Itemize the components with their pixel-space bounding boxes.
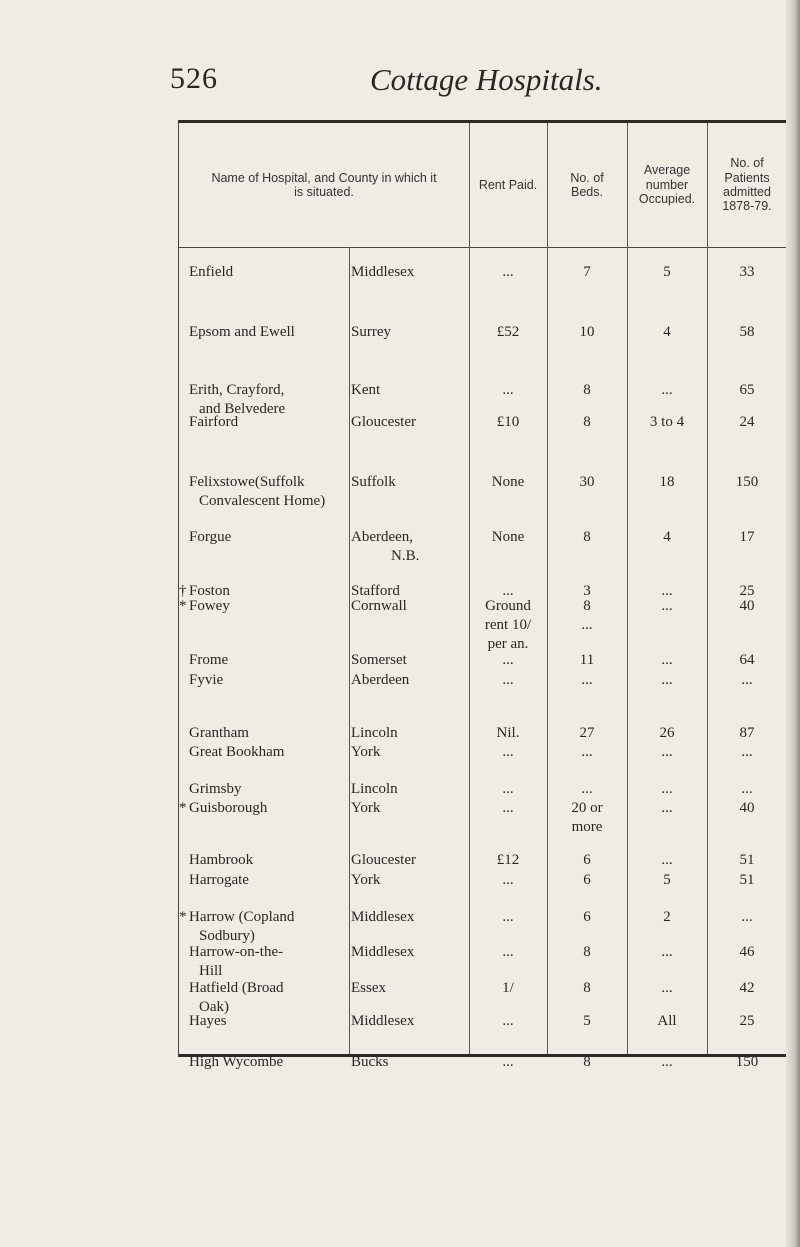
hospital-name: Felixstowe(Suffolk Convalescent Home)	[189, 473, 349, 511]
patients-admitted: ...	[741, 672, 753, 688]
beds-count: ...	[581, 744, 593, 760]
average-occupied: ...	[661, 672, 673, 688]
patients-admitted: 87	[739, 725, 755, 741]
beds-count: 7	[583, 264, 591, 280]
hospital-name: † Foston	[179, 583, 230, 599]
rent-paid: ...	[502, 909, 514, 925]
page-edge	[786, 0, 800, 1247]
county: York	[351, 744, 381, 760]
average-occupied: 4	[663, 324, 671, 340]
county: Aberdeen	[351, 672, 410, 688]
patients-admitted: 65	[739, 382, 755, 398]
header-rule	[179, 247, 790, 248]
beds-count: 8	[583, 944, 591, 960]
average-occupied: ...	[661, 382, 673, 398]
header-name: Name of Hospital, and County in which it is situated.	[211, 170, 437, 199]
average-occupied: ...	[661, 852, 673, 868]
patients-admitted: 40	[739, 598, 755, 614]
average-occupied: 18	[659, 474, 675, 490]
beds-count: 8 ...	[547, 597, 627, 635]
beds-count: ...	[581, 672, 593, 688]
county: Middlesex	[351, 944, 415, 960]
average-occupied: 26	[659, 725, 675, 741]
county: Middlesex	[351, 264, 415, 280]
patients-admitted: 51	[739, 872, 755, 888]
average-occupied: 5	[663, 264, 671, 280]
hospital-name: Fairford	[189, 414, 239, 430]
patients-admitted: 58	[739, 324, 755, 340]
hospital-name: * Guisborough	[179, 800, 268, 816]
county: Somerset	[351, 652, 407, 668]
hospital-name-continuation: Hill	[199, 963, 223, 979]
beds-count: 10	[579, 324, 595, 340]
county: Surrey	[351, 324, 391, 340]
rent-paid: None	[491, 529, 525, 545]
county: York	[351, 800, 381, 816]
patients-admitted: 64	[739, 652, 755, 668]
patients-admitted: 25	[739, 583, 755, 599]
hospital-name: Frome	[189, 652, 229, 668]
average-occupied: ...	[661, 944, 673, 960]
county: Bucks	[351, 1054, 389, 1070]
rent-paid: ...	[502, 264, 514, 280]
beds-continuation: ...	[581, 617, 593, 633]
rent-paid: ...	[502, 652, 514, 668]
average-occupied: ...	[661, 652, 673, 668]
average-occupied: All	[657, 1013, 677, 1029]
hospital-name: * Fowey	[179, 598, 230, 614]
hospital-name: Grantham	[189, 725, 249, 741]
county: Kent	[351, 382, 381, 398]
average-occupied: ...	[661, 744, 673, 760]
average-occupied: ...	[661, 980, 673, 996]
hospital-name-continuation: Sodbury)	[199, 928, 255, 944]
county-continuation: N.B.	[391, 548, 420, 564]
footnote-marker: *	[179, 909, 187, 925]
beds-count: 5	[583, 1013, 591, 1029]
average-occupied: ...	[661, 598, 673, 614]
average-occupied: ...	[661, 781, 673, 797]
running-title: Cottage Hospitals.	[370, 62, 603, 97]
rent-paid: ...	[502, 781, 514, 797]
hospital-name: Hambrook	[189, 852, 254, 868]
average-occupied: 3 to 4	[649, 414, 685, 430]
hospital-name: Erith, Crayford, and Belvedere	[189, 381, 349, 419]
beds-count: 27	[579, 725, 595, 741]
rent-paid-continuation: per an.	[487, 636, 529, 652]
patients-admitted: 150	[735, 474, 759, 490]
beds-count: 8	[583, 1054, 591, 1070]
county: Stafford	[351, 583, 400, 599]
average-occupied: ...	[661, 1054, 673, 1070]
beds-count: 8	[583, 980, 591, 996]
rent-paid: £52	[496, 324, 520, 340]
beds-count: 8	[583, 529, 591, 545]
patients-admitted: 51	[739, 852, 755, 868]
average-occupied: 2	[663, 909, 671, 925]
rent-paid: 1/	[502, 980, 514, 996]
rent-paid: £12	[496, 852, 520, 868]
header-average: Average number Occupied.	[638, 163, 696, 207]
patients-admitted: ...	[741, 781, 753, 797]
county: Suffolk	[351, 474, 396, 490]
hospital-name: Hatfield (Broad Oak)	[189, 979, 349, 1017]
hospital-table	[178, 120, 790, 1070]
rent-paid: ...	[502, 744, 514, 760]
patients-admitted: 17	[739, 529, 755, 545]
hospital-name: Hayes	[189, 1013, 227, 1029]
column-rule	[349, 247, 350, 1054]
footnote-marker: *	[179, 800, 187, 816]
beds-count: 30	[579, 474, 595, 490]
average-occupied: ...	[661, 800, 673, 816]
rent-paid: ...	[502, 583, 514, 599]
patients-admitted: ...	[741, 909, 753, 925]
county: Aberdeen, N.B.	[351, 528, 471, 566]
patients-admitted: ...	[741, 744, 753, 760]
rent-paid: ...	[502, 1013, 514, 1029]
patients-admitted: 25	[739, 1013, 755, 1029]
hospital-name: * Harrow (Copland Sodbury)	[189, 908, 349, 946]
county: Gloucester	[351, 414, 416, 430]
beds-count: 20 or more	[547, 799, 627, 837]
county: Middlesex	[351, 1013, 415, 1029]
beds-count: 11	[579, 652, 595, 668]
patients-admitted: 150	[735, 1054, 759, 1070]
rent-paid: Nil.	[496, 725, 520, 741]
patients-admitted: 46	[739, 944, 755, 960]
rent-paid: £10	[496, 414, 520, 430]
rent-paid: None	[491, 474, 525, 490]
page-number: 526	[170, 62, 218, 95]
hospital-name-continuation: and Belvedere	[199, 401, 286, 417]
header-rent: Rent Paid.	[478, 177, 538, 192]
county: Gloucester	[351, 852, 416, 868]
hospital-name-continuation: Convalescent Home)	[199, 493, 326, 509]
patients-admitted: 40	[739, 800, 755, 816]
patients-admitted: 24	[739, 414, 755, 430]
footnote-marker: *	[179, 598, 187, 614]
rent-paid: ...	[502, 944, 514, 960]
county: Essex	[351, 980, 386, 996]
patients-admitted: 33	[739, 264, 755, 280]
average-occupied: 5	[663, 872, 671, 888]
county: Middlesex	[351, 909, 415, 925]
hospital-name: Epsom and Ewell	[189, 324, 295, 340]
county: Lincoln	[351, 781, 398, 797]
beds-count: 8	[583, 382, 591, 398]
beds-count: 6	[583, 872, 591, 888]
patients-admitted: 42	[739, 980, 755, 996]
hospital-name: Harrow-on-the- Hill	[189, 943, 349, 981]
beds-count: ...	[581, 781, 593, 797]
footnote-marker: †	[179, 583, 187, 599]
hospital-name-continuation: Oak)	[199, 999, 229, 1015]
rent-paid: ...	[502, 800, 514, 816]
county: Lincoln	[351, 725, 398, 741]
county: York	[351, 872, 381, 888]
hospital-name: High Wycombe	[189, 1054, 284, 1070]
hospital-name: Forgue	[189, 529, 232, 545]
rent-paid: ...	[502, 382, 514, 398]
hospital-name: Fyvie	[189, 672, 224, 688]
beds-count: 6	[583, 909, 591, 925]
average-occupied: 4	[663, 529, 671, 545]
hospital-name: Enfield	[189, 264, 234, 280]
page-header	[0, 62, 800, 110]
rent-paid-continuation: rent 10/	[484, 617, 532, 633]
county: Cornwall	[351, 598, 407, 614]
average-occupied: ...	[661, 583, 673, 599]
beds-count: 8	[583, 414, 591, 430]
rent-paid: Ground rent 10/ per an.	[469, 597, 547, 654]
hospital-name: Harrogate	[189, 872, 249, 888]
beds-continuation: more	[571, 819, 603, 835]
beds-count: 3	[583, 583, 591, 599]
hospital-name: Grimsby	[189, 781, 242, 797]
header-beds: No. of Beds.	[570, 170, 604, 199]
beds-count: 6	[583, 852, 591, 868]
hospital-name: Great Bookham	[189, 744, 285, 760]
header-patients: No. of Patients admitted 1878-79.	[722, 156, 772, 214]
rent-paid: ...	[502, 672, 514, 688]
rent-paid: ...	[502, 872, 514, 888]
rent-paid: ...	[502, 1054, 514, 1070]
